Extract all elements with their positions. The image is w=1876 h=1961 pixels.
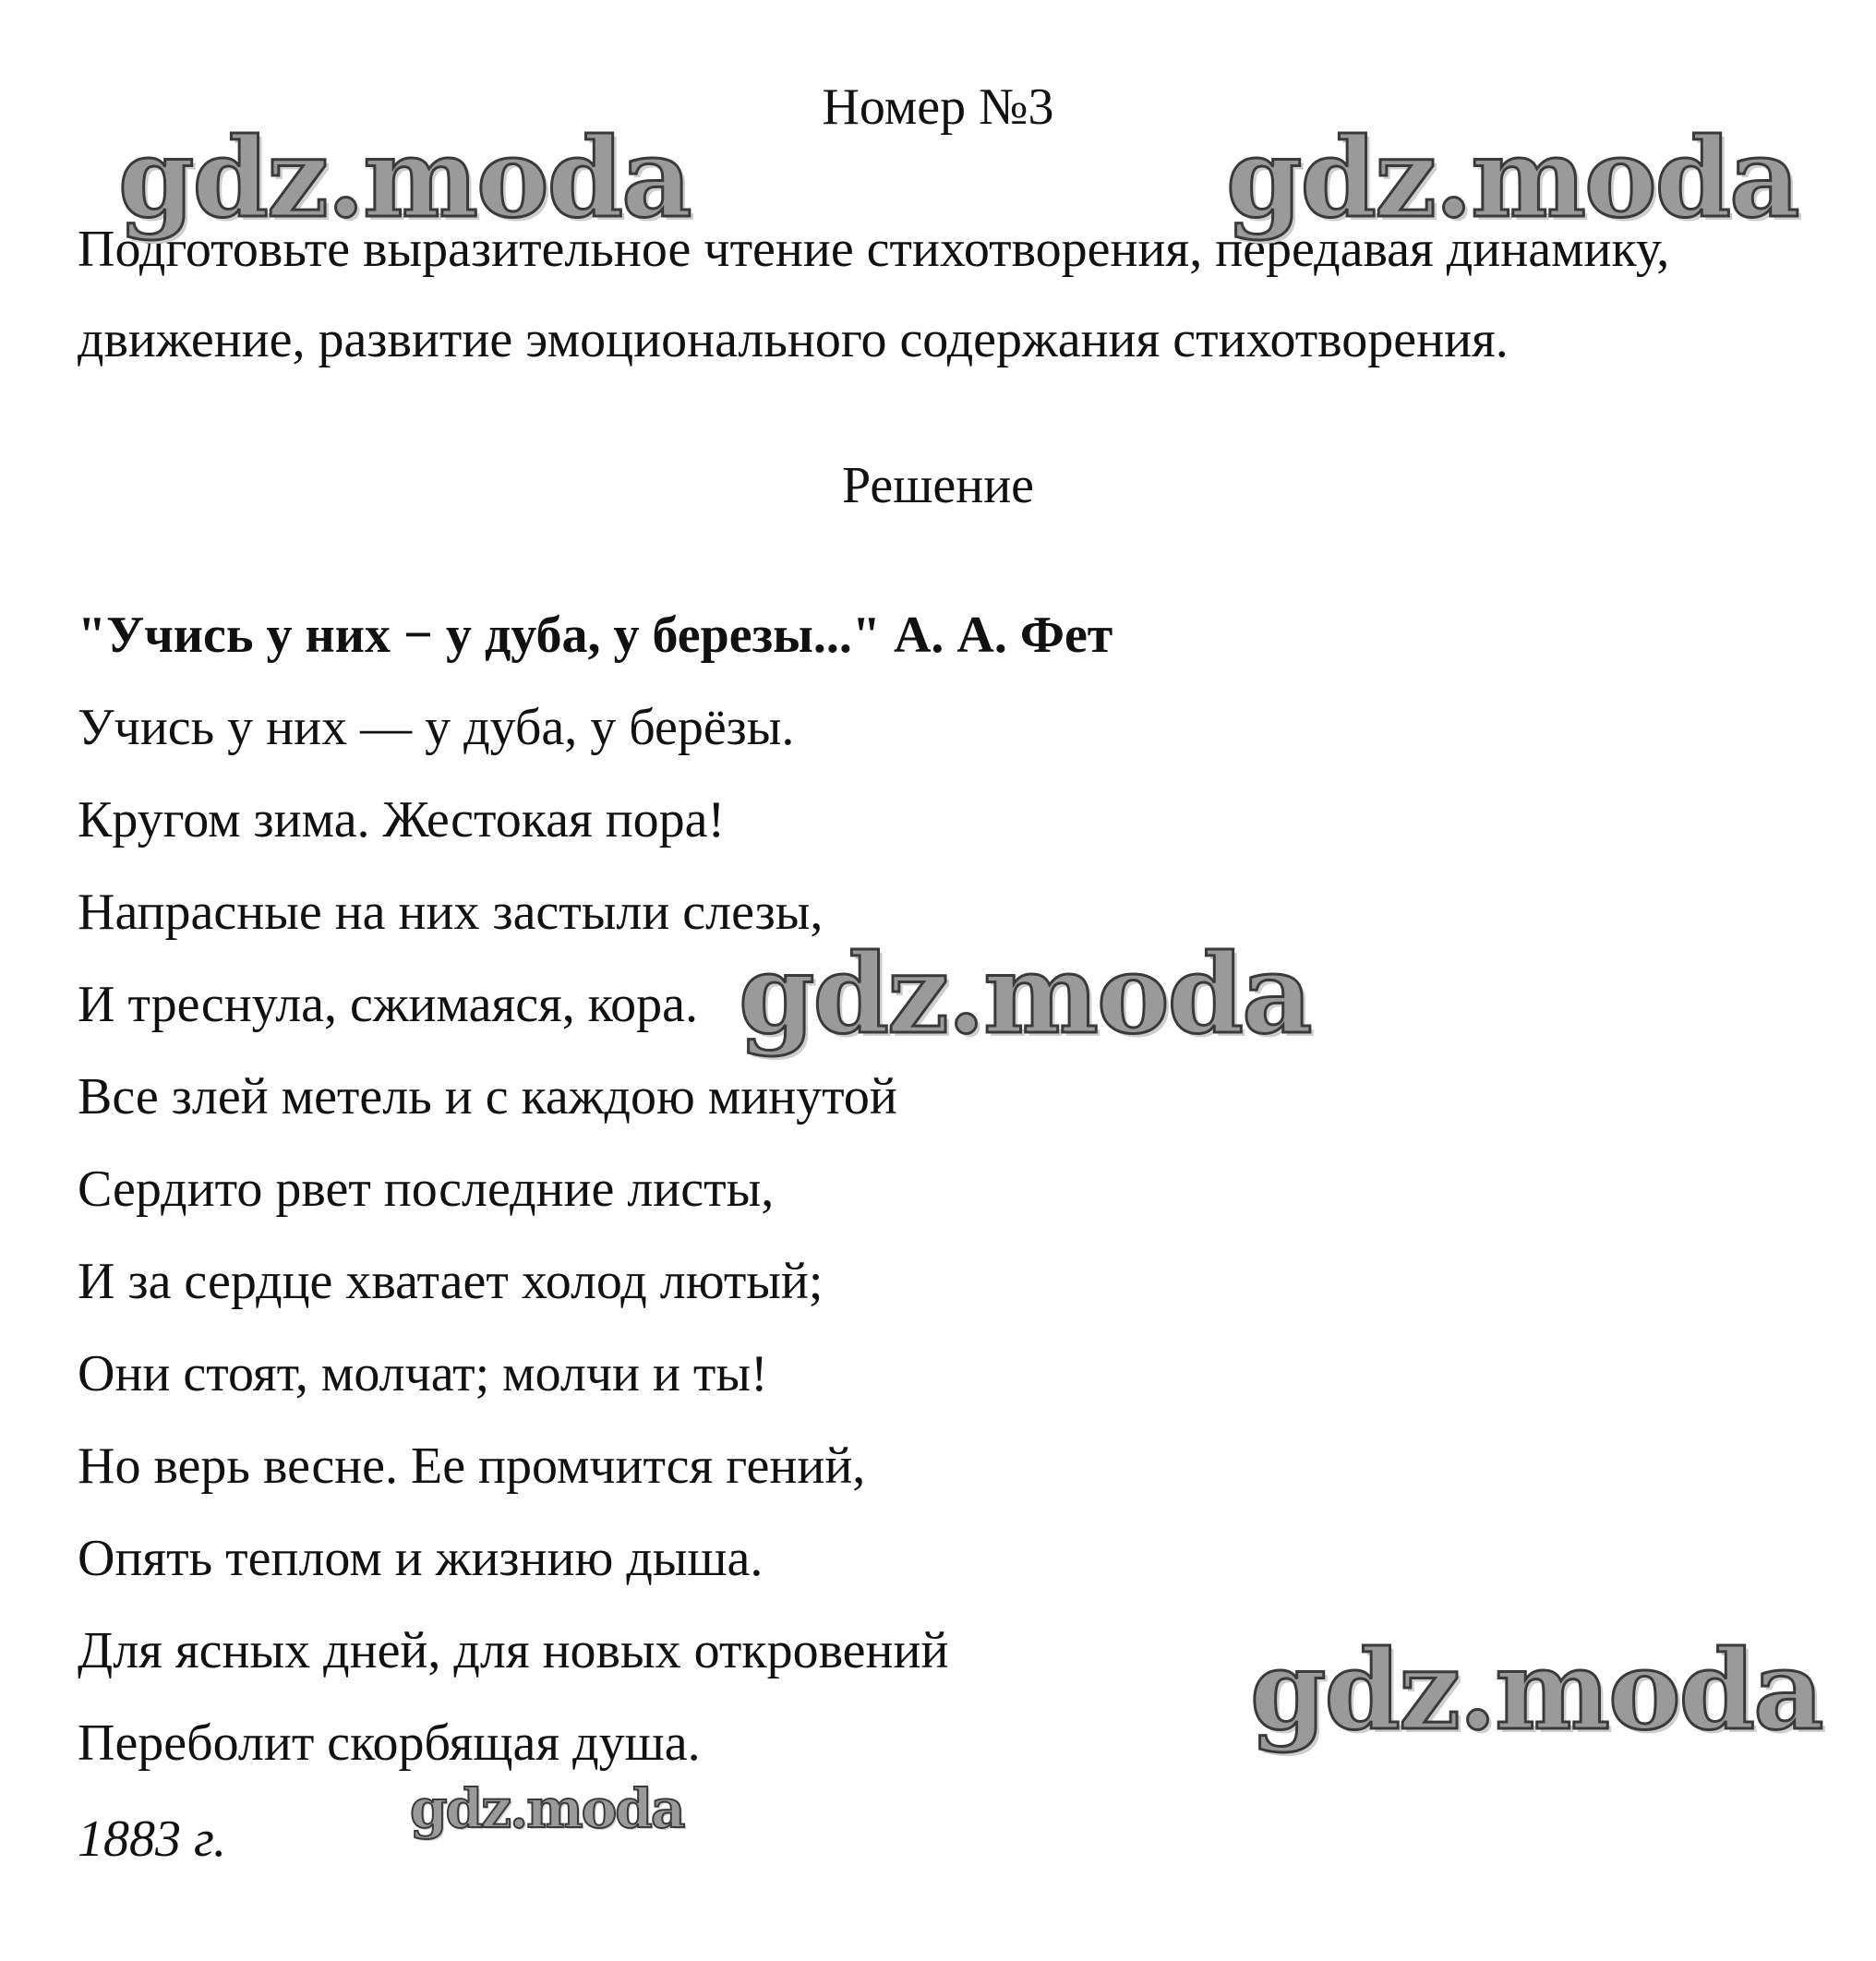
poem-line: Переболит скорбящая душа. xyxy=(78,1714,701,1772)
poem-line: Все злей метель и с каждою минутой xyxy=(78,1068,897,1125)
poem-line: Учись у них — у дуба, у берёзы. xyxy=(78,699,795,756)
poem-line: Сердито рвет последние листы, xyxy=(78,1161,775,1218)
watermark-logo: gdz.moda xyxy=(410,1777,684,1840)
poem-line: Они стоят, молчат; молчи и ты! xyxy=(78,1345,768,1402)
poem-year: 1883 г. xyxy=(78,1811,227,1868)
task-text-line-1: Подготовьте выразительное чтение стихотворения, передавая динамику, xyxy=(78,221,1670,278)
poem-line: И треснула, сжимаяся, кора. xyxy=(78,976,699,1033)
poem-line: И за сердце хватает холод лютый; xyxy=(78,1253,824,1310)
watermark-logo: gdz.moda xyxy=(1226,114,1798,242)
watermark-logo: gdz.moda xyxy=(739,930,1311,1058)
poem-title: "Учись у них − у дуба, у березы..." А. А. Фет xyxy=(78,607,1113,664)
poem-line: Опять теплом и жизнию дыша. xyxy=(78,1530,764,1587)
poem-line: Для ясных дней, для новых откровений xyxy=(78,1622,949,1679)
poem-line: Но верь весне. Ее промчится гений, xyxy=(78,1438,866,1495)
watermark-logo: gdz.moda xyxy=(1250,1626,1822,1754)
task-text-line-2: движение, развитие эмоционального содержания стихотворения. xyxy=(78,311,1509,368)
solution-heading: Решение xyxy=(841,457,1035,514)
page-title: Номер №3 xyxy=(822,78,1054,136)
watermark-logo: gdz.moda xyxy=(118,114,691,242)
poem-line: Кругом зима. Жестокая пора! xyxy=(78,791,726,848)
poem-line: Напрасные на них застыли слезы, xyxy=(78,884,824,941)
